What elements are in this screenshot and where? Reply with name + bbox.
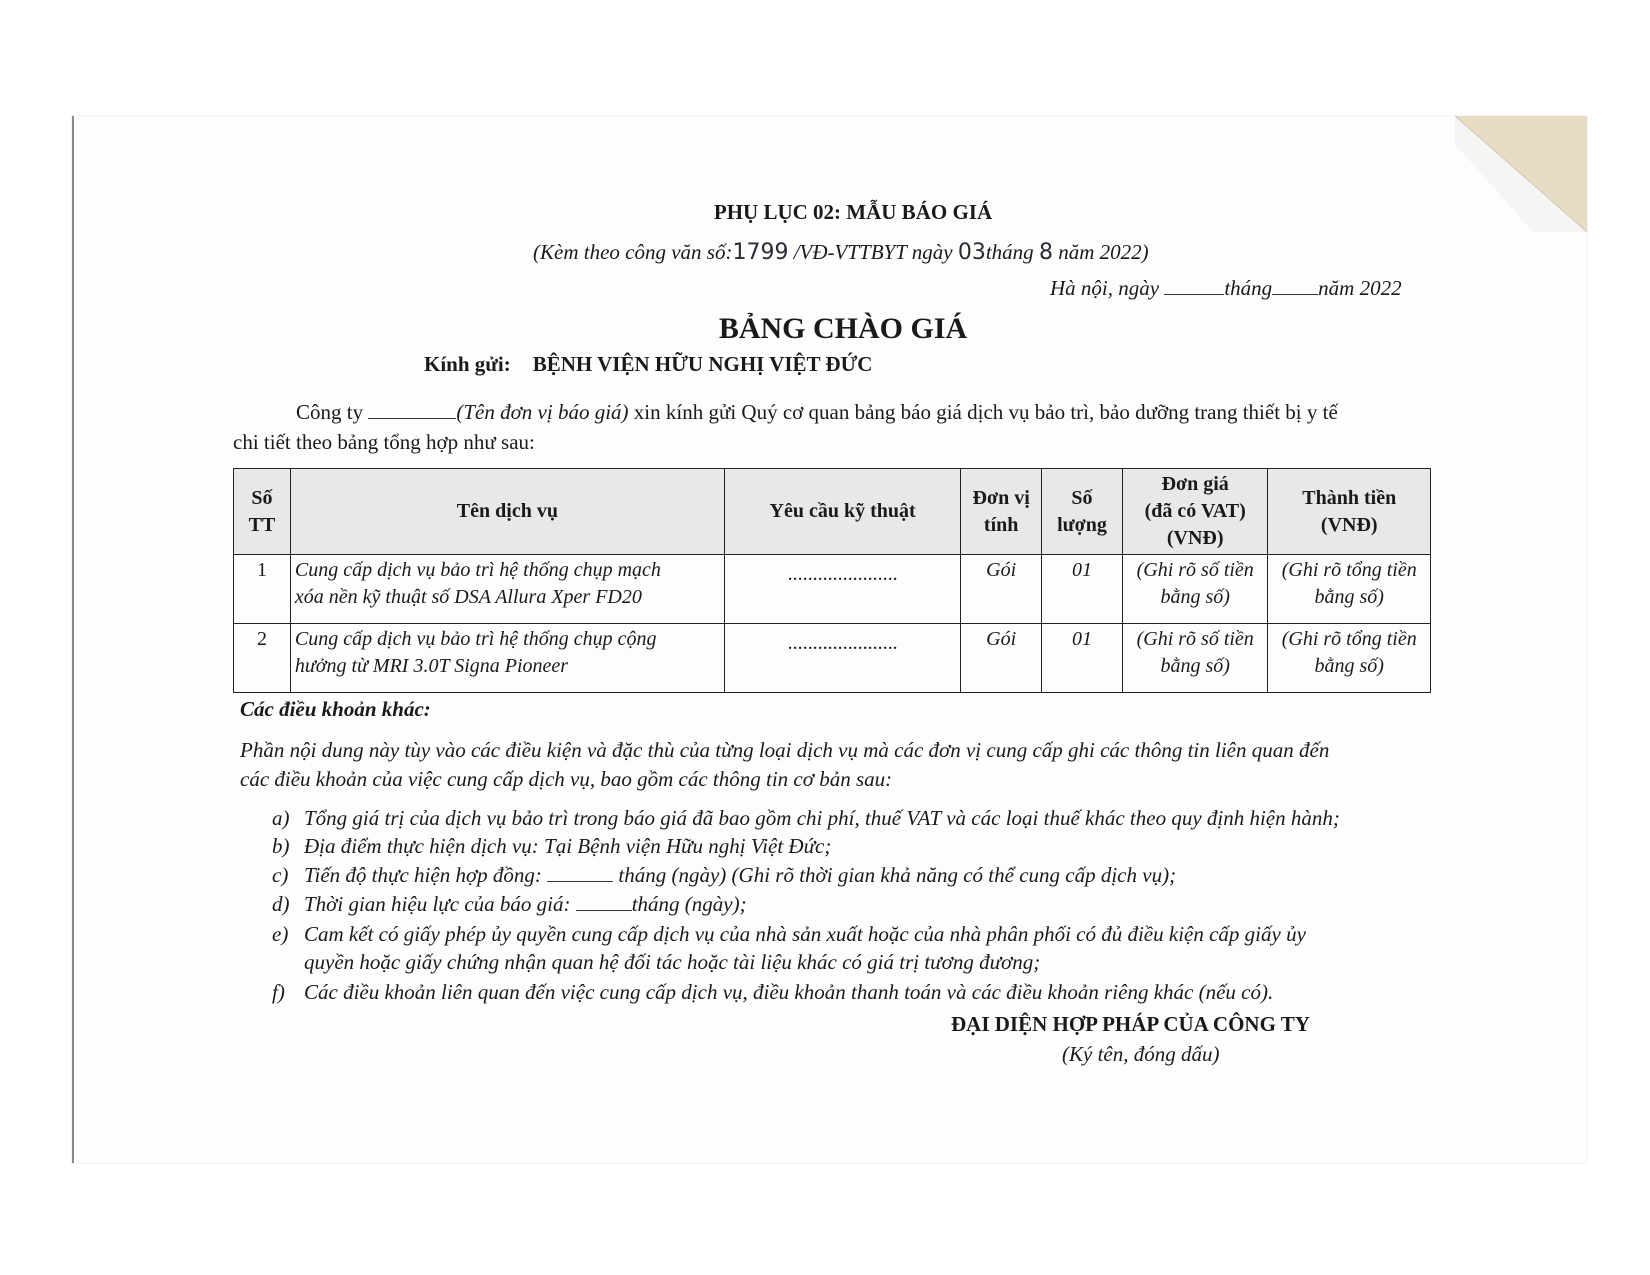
col-header-unit-price: Đơn giá (đã có VAT) (VNĐ)	[1122, 469, 1268, 555]
appendix-title: PHỤ LỤC 02: MẪU BÁO GIÁ	[713, 200, 993, 224]
other-terms-paragraph-2: các điều khoản của việc cung cấp dịch vụ, bao gồm các thông tin cơ bản sau:	[240, 767, 893, 791]
cell-requirements: ......................	[724, 555, 960, 624]
cell-total: (Ghi rõ tổng tiền bằng số)	[1268, 624, 1431, 693]
intro-line-2: chi tiết theo bảng tổng hợp như sau:	[233, 430, 535, 454]
handwritten-month: 8	[1038, 240, 1053, 265]
cell-unit: Gói	[961, 624, 1042, 693]
handwritten-day: 03	[957, 240, 986, 265]
cell-stt: 2	[234, 624, 291, 693]
cell-unit-price: (Ghi rõ số tiền bằng số)	[1122, 555, 1268, 624]
cell-unit-price: (Ghi rõ số tiền bằng số)	[1122, 624, 1268, 693]
other-terms-heading: Các điều khoản khác:	[240, 697, 431, 721]
recipient-label: Kính gửi:	[424, 352, 511, 376]
col-header-unit: Đơn vị tính	[961, 469, 1042, 555]
other-terms-paragraph-1: Phần nội dung này tùy vào các điều kiện và đặc thù của từng loại dịch vụ mà các đơn vị cung cấp ghi các thông tin liên quan đến	[240, 738, 1330, 762]
table-row	[234, 555, 1431, 624]
col-header-stt: Số TT	[234, 469, 291, 555]
recipient-name: BỆNH VIỆN HỮU NGHỊ VIỆT ĐỨC	[532, 352, 873, 376]
col-header-service: Tên dịch vụ	[290, 469, 724, 555]
cell-total: (Ghi rõ tổng tiền bằng số)	[1268, 555, 1431, 624]
col-header-quantity: Số lượng	[1042, 469, 1123, 555]
reference-line: (Kèm theo công văn số:1799 /VĐ-VTTBYT ngày 03tháng 8 năm 2022)	[533, 240, 1149, 265]
cell-service: Cung cấp dịch vụ bảo trì hệ thống chụp mạch xóa nền kỹ thuật số DSA Allura Xper FD20	[290, 555, 724, 624]
table-header-row	[234, 469, 1431, 555]
handwritten-doc-number: 1799	[732, 240, 789, 265]
cell-requirements: ......................	[724, 624, 960, 693]
cell-quantity: 01	[1042, 555, 1123, 624]
quote-table	[233, 468, 1431, 693]
cell-stt: 1	[234, 555, 291, 624]
place-date-line: Hà nội, ngày tháng năm 2022	[1050, 276, 1402, 300]
recipient-line	[424, 352, 872, 377]
col-header-total: Thành tiền (VNĐ)	[1268, 469, 1431, 555]
intro-line-1: Công ty (Tên đơn vị báo giá) xin kính gửi Quý cơ quan bảng báo giá dịch vụ bảo trì, bảo dưỡng trang thiết bị y tế	[296, 400, 1338, 424]
signature-note: (Ký tên, đóng dấu)	[1062, 1042, 1220, 1066]
page-title: BẢNG CHÀO GIÁ	[718, 312, 968, 345]
cell-service: Cung cấp dịch vụ bảo trì hệ thống chụp cộng hưởng từ MRI 3.0T Signa Pioneer	[290, 624, 724, 693]
table-row	[234, 624, 1431, 693]
cell-unit: Gói	[961, 555, 1042, 624]
col-header-requirements: Yêu cầu kỹ thuật	[724, 469, 960, 555]
page-edge-shadow	[72, 116, 74, 1163]
cell-quantity: 01	[1042, 624, 1123, 693]
signature-title: ĐẠI DIỆN HỢP PHÁP CỦA CÔNG TY	[951, 1012, 1310, 1036]
